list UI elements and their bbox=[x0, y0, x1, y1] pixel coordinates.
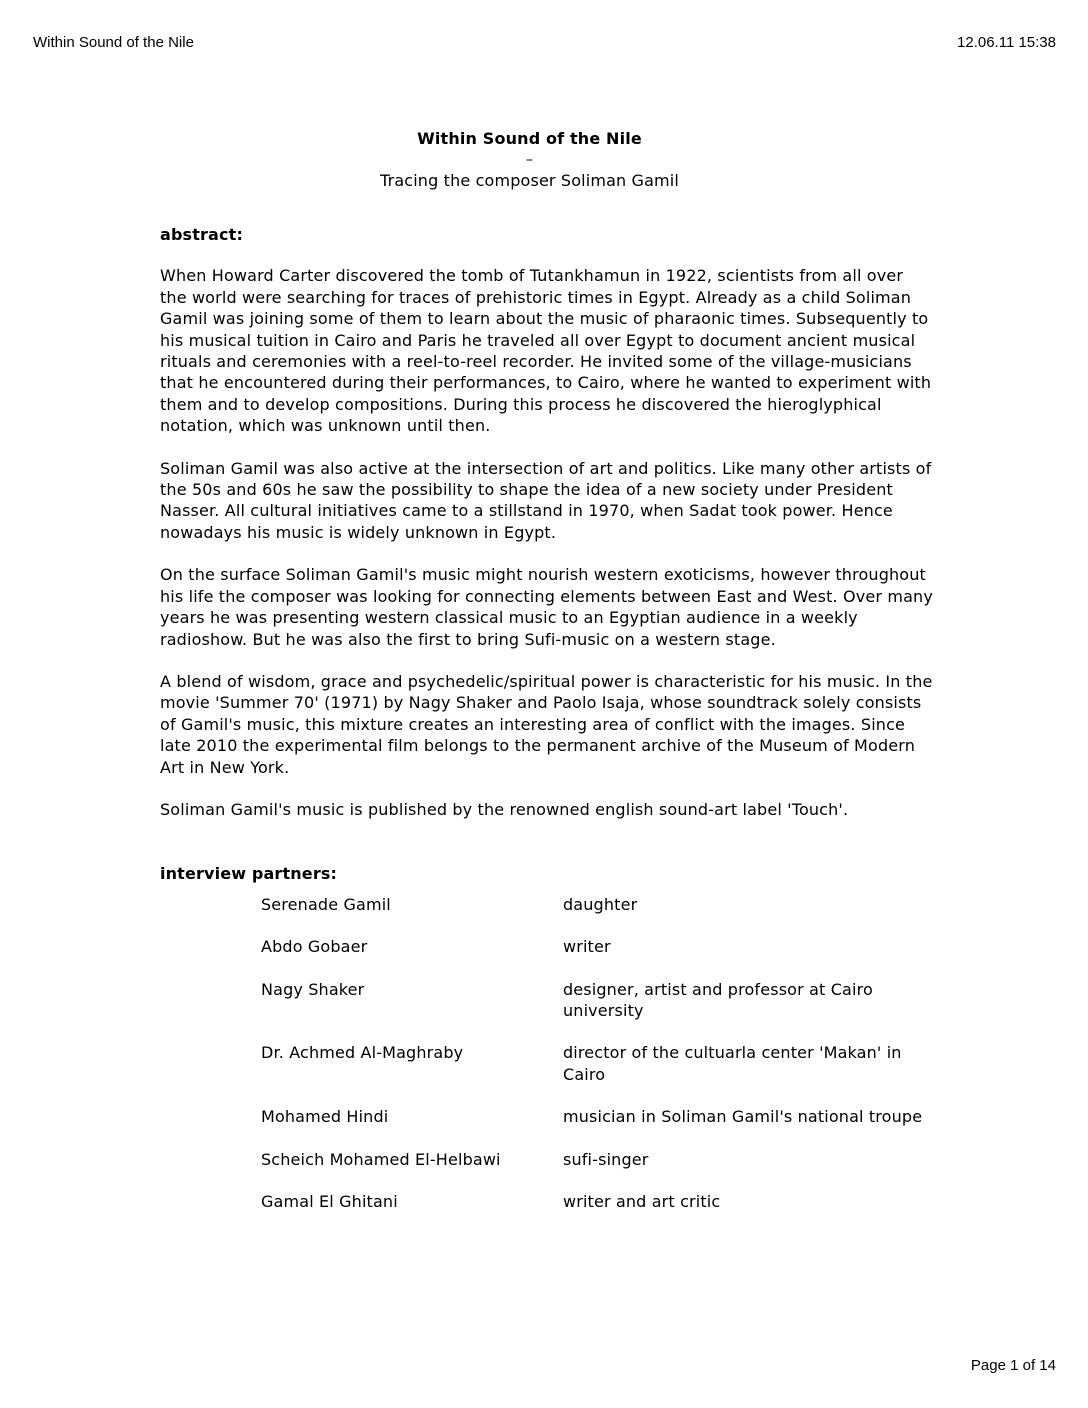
print-header-title: Within Sound of the Nile bbox=[33, 34, 194, 51]
abstract-heading: abstract: bbox=[160, 225, 243, 244]
list-item bbox=[261, 1042, 935, 1085]
list-item bbox=[261, 936, 935, 957]
page-number: Page 1 of 14 bbox=[970, 1357, 1056, 1374]
abstract-paragraph-3: On the surface Soliman Gamil's music might nourish western exoticisms, however throughout his life the composer was looking for connecting elements between East and West. Over many years he was presenting western classical music to an Egyptian audience in a weekly radioshow. But he was also the first to bring Sufi-music on a western stage. bbox=[160, 565, 933, 649]
document-title: Within Sound of the Nile bbox=[417, 129, 642, 148]
partner-name: Gamal El Ghitani bbox=[261, 1192, 398, 1211]
partner-name: Scheich Mohamed El-Helbawi bbox=[261, 1149, 501, 1169]
abstract-paragraph-1: When Howard Carter discovered the tomb of Tutankhamun in 1922, scientists from all over the world were searching for traces of prehistoric times in Egypt. Already as a child Soliman Gamil was joining some of them to learn about the music of pharaonic times. Subsequently to his musical tuition in Cairo and Paris he traveled all over Egypt to document ancient musical rituals and ceremonies with a reel-to-reel recorder. He invited some of the village-musicians that he encountered during their performances, to Cairo, where he wanted to experiment with them and to develop compositions. During this process he discovered the hieroglyphical notation, which was unknown until then. bbox=[160, 266, 932, 436]
partner-role: designer, artist and professor at Cairo university bbox=[563, 979, 873, 1020]
document-body bbox=[160, 128, 935, 1233]
list-item bbox=[261, 1191, 935, 1212]
partner-name: Dr. Achmed Al-Maghraby bbox=[261, 1043, 464, 1063]
list-item bbox=[261, 1149, 935, 1170]
abstract-paragraph-2: Soliman Gamil was also active at the intersection of art and politics. Like many other artists of the 50s and 60s he saw the possibility to shape the idea of a new society under President Nasser. All cultural initiatives came to a stillstand in 1970, when Sadat took power. Hence nowadays his music is widely unknown in Egypt. bbox=[160, 458, 932, 542]
partner-name: Abdo Gobaer bbox=[261, 937, 368, 957]
title-block bbox=[142, 128, 917, 192]
partner-role: sufi-singer bbox=[563, 1149, 649, 1169]
abstract-paragraph-4: A blend of wisdom, grace and psychedelic/spiritual power is characteristic for his music. In the movie 'Summer 70' (1971) by Nagy Shaker and Paolo Isaja, whose soundtrack solely consists of Gamil's music, this mixture creates an interesting area of conflict with the images. Since late 2010 the experimental film belongs to the permanent archive of the Museum of Modern Art in New York. bbox=[160, 671, 933, 777]
abstract-paragraph-5: Soliman Gamil's music is published by the renowned english sound-art label 'Touch'. bbox=[160, 799, 849, 819]
title-separator: – bbox=[525, 152, 534, 168]
partner-role: writer and art critic bbox=[563, 1192, 721, 1211]
partner-name: Mohamed Hindi bbox=[261, 1107, 389, 1127]
list-item bbox=[261, 979, 935, 1022]
partner-role: director of the cultuarla center 'Makan' in Cairo bbox=[563, 1043, 902, 1084]
partner-role: daughter bbox=[563, 894, 638, 914]
partner-role: musician in Soliman Gamil's national troupe bbox=[563, 1107, 923, 1127]
print-header-datetime: 12.06.11 15:38 bbox=[957, 34, 1056, 51]
interview-partners-heading: interview partners: bbox=[160, 864, 338, 884]
list-item bbox=[261, 1106, 935, 1127]
partner-name: Nagy Shaker bbox=[261, 979, 365, 999]
partner-name: Serenade Gamil bbox=[261, 894, 391, 914]
partner-role: writer bbox=[563, 937, 611, 957]
list-item bbox=[261, 894, 935, 915]
document-subtitle: Tracing the composer Soliman Gamil bbox=[380, 171, 679, 190]
interview-partners-list bbox=[261, 894, 935, 1213]
